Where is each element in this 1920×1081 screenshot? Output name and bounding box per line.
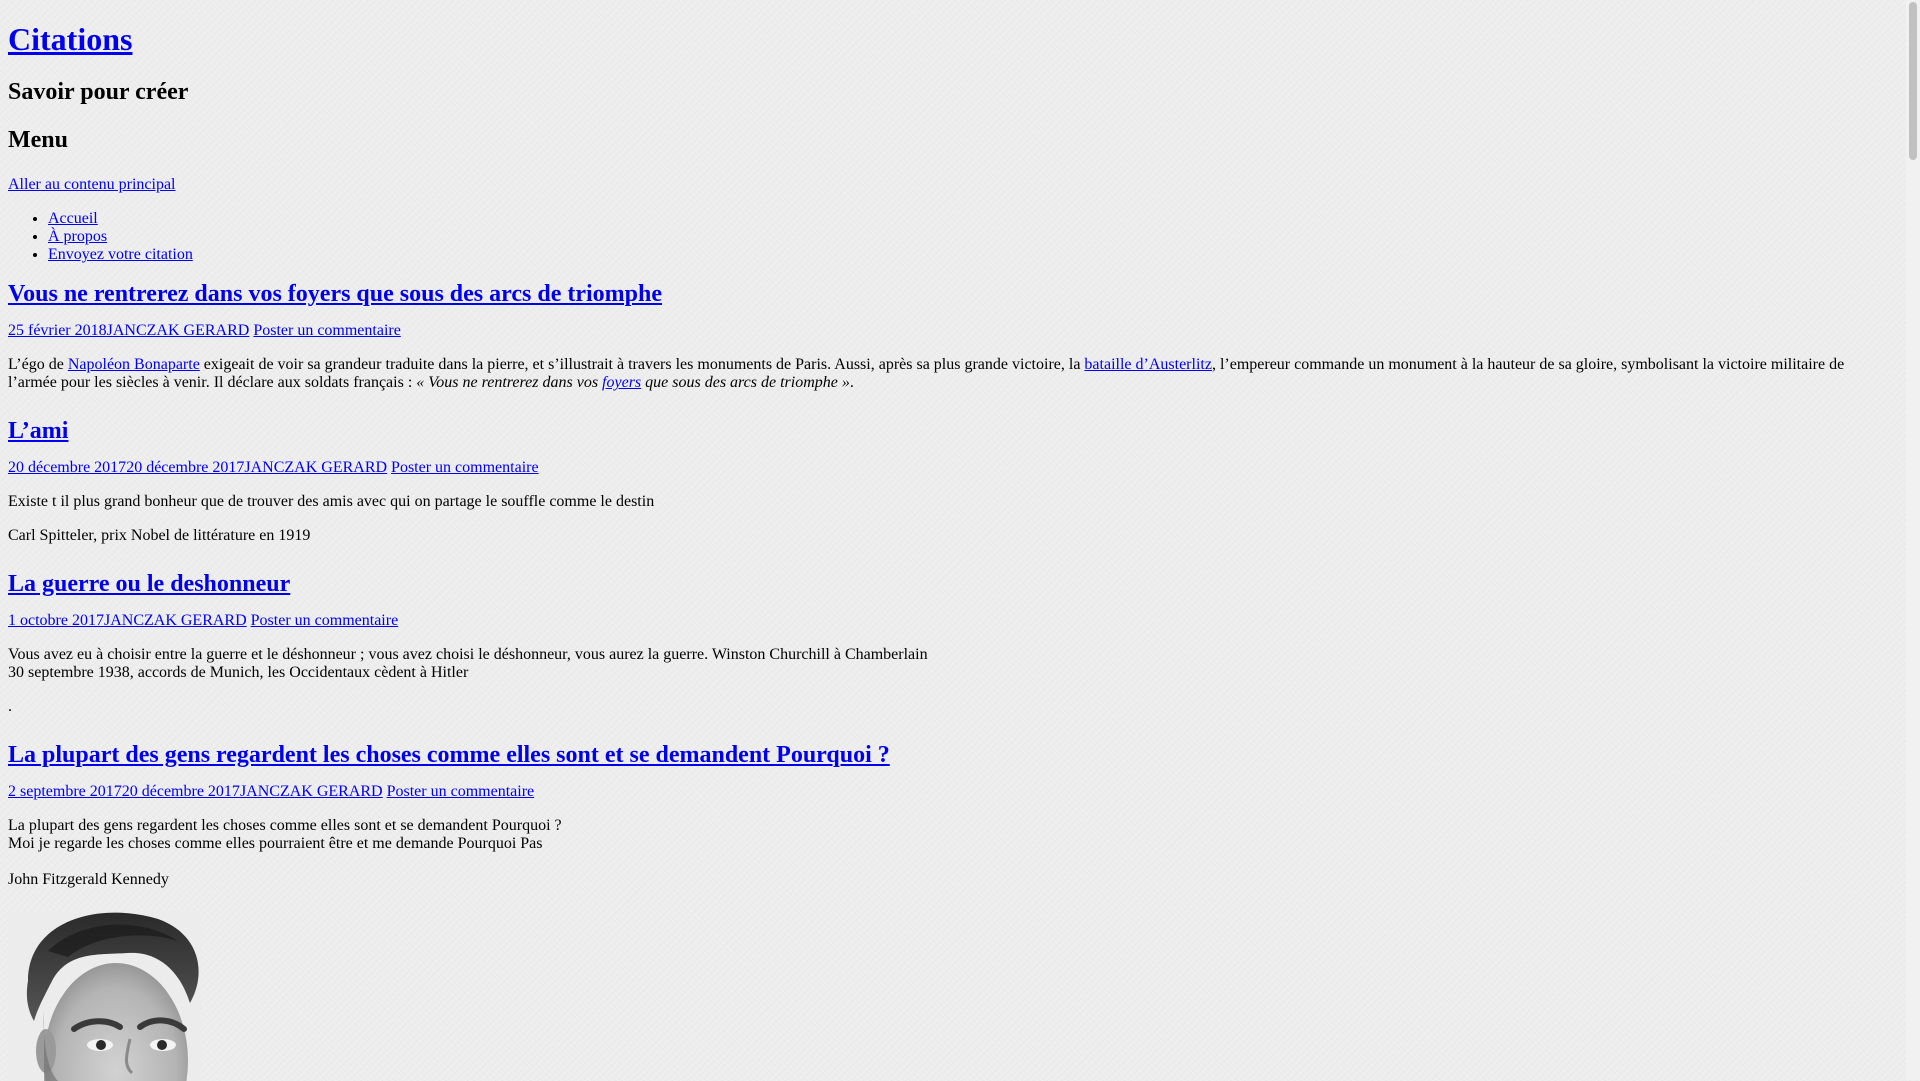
post-meta <box>8 459 1888 477</box>
post-comment-link[interactable]: Poster un commentaire <box>391 459 539 476</box>
post-author-link[interactable]: JANCZAK GERARD <box>103 612 247 629</box>
post-title <box>8 280 1888 308</box>
post-paragraph: John Fitzgerald Kennedy <box>8 871 169 888</box>
post-meta <box>8 612 1888 630</box>
austerlitz-link[interactable]: bataille d’Austerlitz <box>1084 356 1212 373</box>
skip-to-content-link[interactable]: Aller au contenu principal <box>8 176 176 193</box>
post-title <box>8 570 1888 598</box>
post-comment-link[interactable]: Poster un commentaire <box>250 612 399 629</box>
post-paragraph: Vous avez eu à choisir entre la guerre et le déshonneur ; vous avez choisi le déshonneur, vous aurez la guerre. Winston Churchill à Chamberlain 30 septembre 1938, accords de Munich, les Occidentaux cèdent à Hitler <box>8 646 928 681</box>
post-date: 25 février 2018 <box>8 322 107 339</box>
post-date-link[interactable] <box>8 459 244 476</box>
post-meta <box>8 783 1888 801</box>
post-comment-link[interactable]: Poster un commentaire <box>253 322 401 339</box>
site-title-link[interactable]: Citations <box>8 21 133 57</box>
post-date: 1 octobre 2017 <box>8 612 104 629</box>
site-title <box>8 21 1888 58</box>
page <box>8 0 1888 888</box>
site-tagline: Savoir pour créer <box>8 79 189 105</box>
post-content <box>8 493 1888 545</box>
quote: « Vous ne rentrerez dans vos foyers que sous des arcs de triomphe » <box>416 374 850 391</box>
post-content <box>8 646 1888 716</box>
post-date: 2 septembre 2017 <box>8 783 122 800</box>
main-navigation <box>8 210 1888 264</box>
post-updated-date: 20 décembre 2017 <box>121 783 240 800</box>
post-title <box>8 741 1888 769</box>
post-content <box>8 356 1888 392</box>
post-title <box>8 417 1888 445</box>
post-meta <box>8 322 1888 340</box>
post-comment-link[interactable]: Poster un commentaire <box>386 783 535 800</box>
post <box>8 280 1888 392</box>
post <box>8 741 1888 889</box>
post <box>8 417 1888 545</box>
nav-item-envoyez <box>48 246 1888 264</box>
post-author-link[interactable]: JANCZAK GERARD <box>106 322 250 339</box>
post-updated-date: 20 décembre 2017 <box>126 459 245 476</box>
post-content <box>8 817 1888 889</box>
post <box>8 570 1888 716</box>
portrait-photo-icon <box>8 911 202 1081</box>
portrait-photo-svg <box>8 911 202 1081</box>
foyers-link[interactable]: foyers <box>602 374 642 391</box>
nav-link-a-propos[interactable]: À propos <box>48 228 108 245</box>
post-date-link[interactable] <box>8 612 104 629</box>
post-author-link[interactable]: JANCZAK GERARD <box>239 783 383 800</box>
post-date: 20 décembre 2017 <box>8 459 127 476</box>
post-date-link[interactable] <box>8 783 240 800</box>
post-author-link[interactable]: JANCZAK GERARD <box>244 459 388 476</box>
post-title-link[interactable]: La plupart des gens regardent les choses comme elles sont et se demandent Pourquoi ? <box>8 742 890 768</box>
post-paragraph: Existe t il plus grand bonheur que de trouver des amis avec qui on partage le souffle comme le destin <box>8 493 655 510</box>
nav-item-accueil <box>48 210 1888 228</box>
menu-heading: Menu <box>8 127 68 153</box>
post-paragraph: La plupart des gens regardent les choses comme elles sont et se demandent Pourquoi ? Moi je regarde les choses comme elles pourraient être et me demande Pourquoi Pas <box>8 817 562 852</box>
post-paragraph: . <box>8 698 12 715</box>
nav-item-a-propos <box>48 228 1888 246</box>
nav-link-accueil[interactable]: Accueil <box>48 210 98 227</box>
post-paragraph: L’égo de Napoléon Bonaparte exigeait de voir sa grandeur traduite dans la pierre, et s’illustrait à travers les monuments de Paris. Aussi, après sa plus grande victoire, la bataille d’Austerlitz, l’empereur commande un monument à la hauteur de sa gloire, symbolisant la victoire militaire de l’armée pour les siècles à venir. Il déclare aux soldats français : « Vous ne rentrerez dans vos foyers que sous des arcs de triomphe ». <box>8 356 1845 391</box>
post-title-link[interactable]: L’ami <box>8 418 69 444</box>
vertical-scrollbar[interactable] <box>1906 0 1920 1080</box>
post-paragraph: Carl Spitteler, prix Nobel de littérature en 1919 <box>8 527 311 544</box>
post-date-link[interactable] <box>8 322 107 339</box>
napoleon-link[interactable]: Napoléon Bonaparte <box>67 356 200 373</box>
post-title-link[interactable]: Vous ne rentrerez dans vos foyers que sous des arcs de triomphe <box>8 281 663 307</box>
scrollbar-thumb[interactable] <box>1909 2 1917 160</box>
nav-link-envoyez-citation[interactable]: Envoyez votre citation <box>48 246 193 263</box>
post-title-link[interactable]: La guerre ou le deshonneur <box>8 571 291 597</box>
